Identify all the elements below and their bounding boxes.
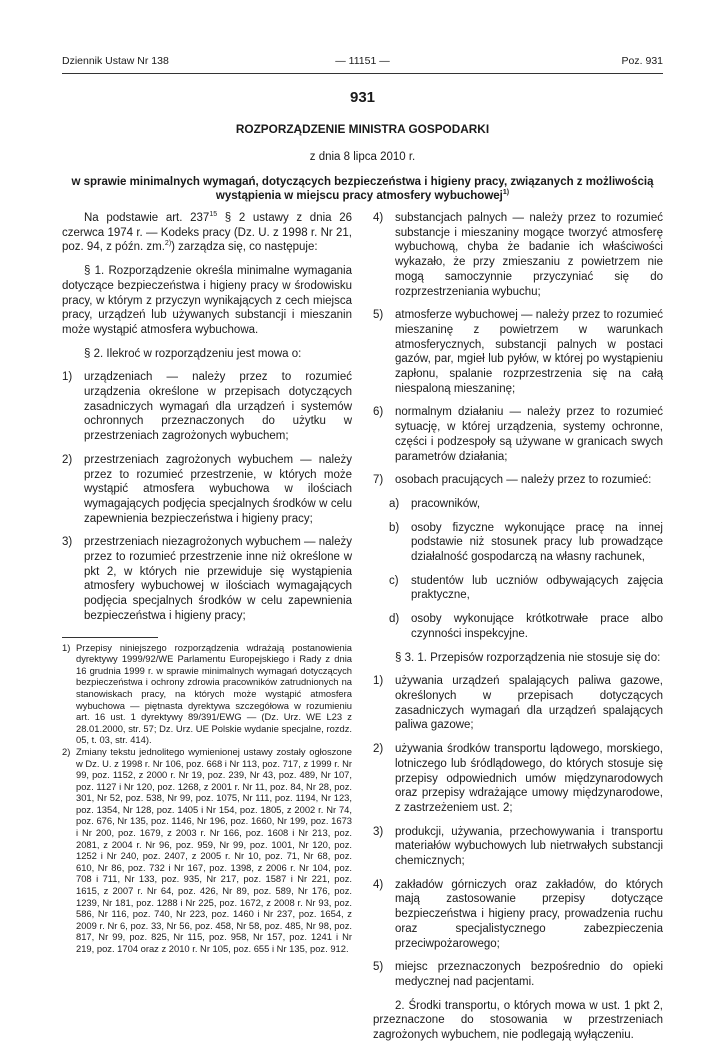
exclusion-item-number: 4): [373, 878, 384, 891]
footnote-text: Przepisy niniejszego rozporządzenia wdrażają postanowienia dyrektywy 1999/92/WE Parlamentu Europejskiego i Rady z dnia 16 grudnia 1999 r. w sprawie minimalnych wymagań dotyczących bezpieczeństwa i ochrony zdrowia pracowników zatrudnionych na stanowiskach pracy, na których może wystąpić atmosfera wybuchowa — piętnasta dyrektywa szczegółowa w rozumieniu art. 16 ust. 1 dyrektywy 89/391/EWG — (Dz. Urz. WE L23 z 28.01.2000, str. 57; Dz. Urz. UE Polskie wydanie specjalne, rozdz. 05, t. 03, str. 414).: [76, 641, 352, 746]
section-3-2: 2. Środki transportu, o których mowa w ust. 1 pkt 2, przeznaczone do stosowania w przestrzeniach zagrożonych wybuchem, nie podlegają wyłączeniu.: [373, 999, 663, 1042]
definition-item-text: osobach pracujących — należy przez to rozumieć:: [395, 474, 652, 487]
subitem-text: studentów lub uczniów odbywających zajęcia praktyczne,: [411, 574, 663, 602]
subitem-number: d): [389, 613, 400, 626]
definition-item: [62, 370, 352, 444]
exclusion-item-text: używania urządzeń spalających paliwa gazowe, określonych w przepisach dotyczących zasadniczych wymagań dla urządzeń spalających paliwa gazowe;: [395, 675, 663, 732]
exclusion-item-text: miejsc przeznaczonych bezpośrednio do opieki medycznej nad pacjentami.: [395, 961, 663, 988]
subitem-text: osoby fizyczne wykonujące pracę na innej podstawie niż stosunek pracy lub prowadzące działalność gospodarczą na własny rachunek,: [411, 521, 663, 564]
section-2-intro: § 2. Ilekroć w rozporządzeniu jest mowa o:: [84, 347, 302, 360]
definition-item-text: przestrzeniach zagrożonych wybuchem — należy przez to rozumieć przestrzenie, w których może wystąpić atmosfera wybuchowa w ilościach wymagających podjęcia specjalnych środków w celu zapewnienia bezpieczeństwa i higieny pracy;: [84, 453, 352, 525]
exclusion-item: [373, 878, 663, 952]
header-journal: Dziennik Ustaw Nr 138: [62, 55, 169, 67]
left-column: [62, 211, 352, 955]
section-1: § 1. Rozporządzenie określa minimalne wymagania dotyczące bezpieczeństwa i higieny pracy w środowisku pracy, w którym z przyczyn wynikających z cech miejsca pracy, urządzeń lub używanych substancji i mieszanin może wystąpić atmosfera wybuchowa.: [62, 265, 352, 336]
definition-item-text: normalnym działaniu — należy przez to rozumieć sytuację, w której urządzenia, systemy ochronne, części i podzespoły są używane w granicach swych parametrów działania;: [395, 406, 663, 463]
exclusion-item: [373, 674, 663, 733]
footnote-number: 1): [62, 641, 71, 653]
subject-text: w sprawie minimalnych wymagań, dotyczących bezpieczeństwa i higieny pracy, związanych z możliwością wystąpienia w miejscu pracy atmosfery wybuchowej: [71, 176, 654, 202]
exclusion-item-text: używania środków transportu lądowego, morskiego, lotniczego lub śródlądowego, do których stosuje się przepisy odpowiednich umów międzynarodowych oraz przepisy wdrażające umowy międzynarodowe, z zastrzeżeniem ust. 2;: [395, 743, 663, 814]
exclusion-item-number: 2): [373, 743, 384, 756]
definition-item-text: przestrzeniach niezagrożonych wybuchem — należy przez to rozumieć przestrzenie inne niż określone w pkt 2, w których nie przewiduje się wystąpienia atmosfery wybuchowej w ilościach wymagających podjęcia specjalnych środków w celu zapewnienia bezpieczeństwa i higieny pracy;: [84, 536, 352, 622]
subitem-number: b): [389, 521, 400, 534]
definition-item-number: 1): [62, 371, 73, 384]
subitem-number: c): [389, 574, 399, 587]
exclusion-item: [373, 960, 663, 989]
act-number: 931: [349, 89, 376, 106]
subitem-text: osoby wykonujące krótkotrwałe prace albo czynności inspekcyjne.: [411, 613, 663, 640]
subitem: [389, 521, 663, 565]
act-subject: [70, 175, 655, 203]
section-2-items-left: [62, 370, 352, 623]
definition-item-text: atmosferze wybuchowej — należy przez to rozumieć mieszaninę z powietrzem w warunkach atmosferycznych, substancji palnych w postaci gazów, par, mgieł lub pyłów, w której po wystąpieniu zapłonu, spalanie rozprzestrzenia się na całą niespaloną mieszaninę;: [395, 309, 663, 395]
act-date: z dnia 8 lipca 2010 r.: [309, 151, 416, 163]
section-2-items-right: [373, 211, 663, 488]
definition-item: [373, 473, 663, 488]
exclusion-item-text: zakładów górniczych oraz zakładów, do których mają zastosowanie przepisy dotyczące bezpieczeństwa i higieny pracy, prowadzenia ruchu oraz specjalistycznego zabezpieczenia przeciwpożarowego;: [395, 878, 663, 950]
definition-item: [373, 308, 663, 396]
header-position: Poz. 931: [621, 55, 663, 67]
subitem-text: pracowników,: [411, 497, 481, 510]
exclusion-item-number: 5): [373, 961, 384, 974]
footnote-rule: [62, 637, 158, 638]
footnote: [62, 642, 352, 746]
subitem: [389, 497, 663, 512]
definition-item-number: 5): [373, 309, 384, 322]
preamble: Na podstawie art. $237^{15}$ § 2 ustawy z dnia 26 czerwca 1974 r. — Kodeks pracy (Dz. U. z 1998 r. Nr 21, poz. 94, z późn. zm.$^{2)}$) zarządza się, co następuje:: [62, 211, 353, 254]
definition-item: [373, 211, 663, 299]
footnotes: [62, 642, 352, 955]
definition-item-text: substancjach palnych — należy przez to rozumieć substancje i mieszaniny mogące tworzyć atmosferę wybuchową, chyba że badanie ich właściwości wykazało, że przy zmieszaniu z powietrzem nie mogą samoczynnie przyczyniać się do rozprzestrzeniania wybuchu;: [395, 212, 663, 298]
header-divider: [62, 73, 663, 74]
right-column: [373, 211, 663, 1052]
definition-item: [62, 535, 352, 623]
definition-item: [373, 405, 663, 464]
act-title: ROZPORZĄDZENIE MINISTRA GOSPODARKI: [235, 122, 490, 136]
section-3-items: [373, 674, 663, 989]
exclusion-item-number: 1): [373, 675, 384, 688]
footnote-number: 2): [62, 745, 71, 757]
subitem-number: a): [389, 497, 400, 510]
exclusion-item-text: produkcji, używania, przechowywania i transportu materiałów wybuchowych lub nietrwałych substancji chemicznych;: [395, 825, 663, 868]
definition-item-number: 7): [373, 474, 384, 487]
subitem: [389, 612, 663, 641]
definition-item: [62, 453, 352, 527]
definition-item-number: 2): [62, 453, 73, 466]
footnote: [62, 746, 352, 955]
definition-item-number: 4): [373, 212, 384, 224]
item-7-subitems: [389, 497, 663, 642]
definition-item-number: 3): [62, 536, 73, 549]
subject-footnote-ref: 1): [502, 189, 510, 197]
exclusion-item: [373, 825, 663, 869]
definition-item-text: urządzeniach — należy przez to rozumieć urządzenia określone w przepisach dotyczących zasadniczych wymagań dla urządzeń i systemów ochronnych przeznaczonych do użytku w przestrzeniach zagrożonych wybuchem;: [84, 371, 352, 443]
definition-item-number: 6): [373, 406, 384, 419]
section-3-1-intro: § 3. 1. Przepisów rozporządzenia nie stosuje się do:: [395, 651, 661, 664]
exclusion-item-number: 3): [373, 825, 384, 838]
subitem: [389, 574, 663, 603]
footnote-text: Zmiany tekstu jednolitego wymienionej ustawy zostały ogłoszone w Dz. U. z 1998 r. Nr 106, poz. 668 i Nr 113, poz. 717, z 1999 r. Nr 99, poz. 1152, z 2000 r. Nr 19, poz. 239, Nr 43, poz. 489, Nr 107, poz. 1127 i Nr 120, poz. 1268, z 2001 r. Nr 11, poz. 84, Nr 28, poz. 301, Nr 52, poz. 538, Nr 99, poz. 1075, Nr 111, poz. 1194, Nr 123, poz. 1354, Nr 128, poz. 1405 i Nr 154, poz. 1805, z 2002 r. Nr 74, poz. 676, Nr 135, poz. 1146, Nr 196, poz. 1660, Nr 199, poz. 1673 i Nr 200, poz. 1679, z 2003 r. Nr 166, poz. 1608 i Nr 213, poz. 2081, z 2004 r. Nr 96, poz. 959, Nr 99, poz. 1001, Nr 120, poz. 1252 i Nr 240, poz. 2407, z 2005 r. Nr 10, poz. 71, Nr 68, poz. 610, Nr 86, poz. 732 i Nr 167, poz. 1398, z 2006 r. Nr 104, poz. 708 i 711, Nr 133, poz. 935, Nr 217, poz. 1587 i Nr 221, poz. 1615, z 2007 r. Nr 64, poz. 426, Nr 89, poz. 589, Nr 176, poz. 1239, Nr 181, poz. 1288 i Nr 225, poz. 1672, z 2008 r. Nr 93, poz. 586, Nr 116, poz. 740, Nr 223, poz. 1460 i Nr 237, poz. 1654, z 2009 r. Nr 6, poz. 33, Nr 56, poz. 458, Nr 58, poz. 485, Nr 98, poz. 817, Nr 99, poz. 825, Nr 115, poz. 958, Nr 157, poz. 1241 i Nr 219, poz. 1704 oraz z 2010 r. Nr 105, poz. 655 i Nr 135, poz. 912.: [76, 745, 352, 955]
header-page-number: — 11151 —: [335, 55, 390, 67]
exclusion-item: [373, 742, 663, 816]
